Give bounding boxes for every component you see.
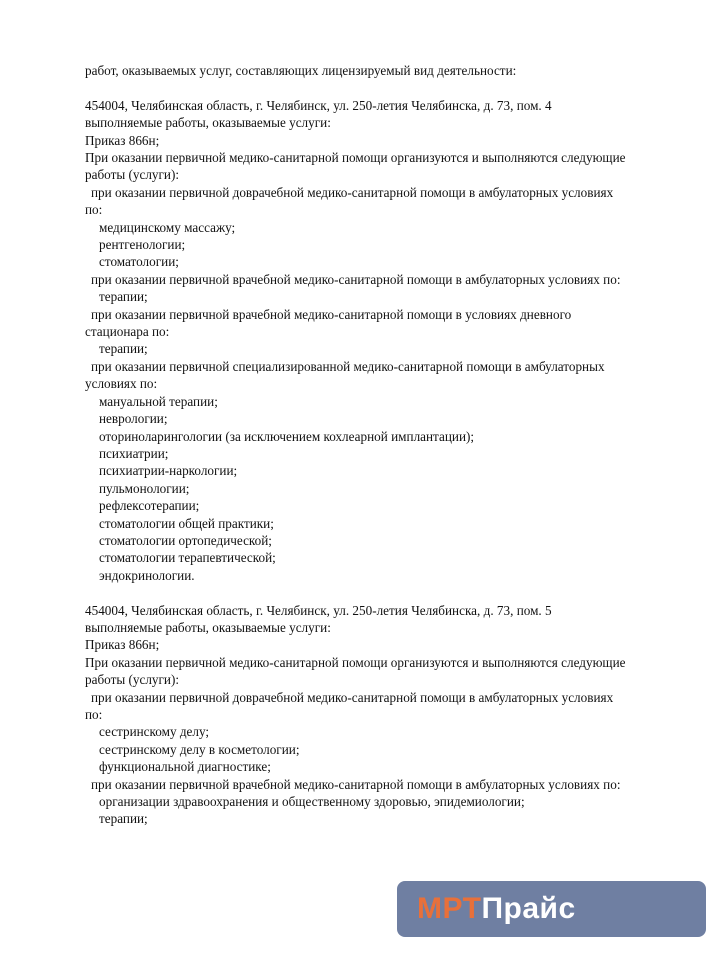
watermark-text-price: Прайс — [481, 892, 576, 925]
watermark-text-mrt: МРТ — [417, 892, 482, 925]
service-list-item: мануальной терапии; — [99, 393, 218, 409]
document-body — [85, 62, 695, 828]
group-heading-line: при оказании первичной врачебной медико-санитарной помощи в амбулаторных условиях по: — [91, 776, 621, 792]
sections-container — [85, 79, 695, 827]
group-heading-line: по: — [85, 707, 103, 722]
services-label: выполняемые работы, оказываемые услуги: — [85, 115, 331, 131]
service-list-item: медицинскому массажу; — [99, 219, 236, 235]
service-list-item: рентгенологии; — [99, 237, 186, 253]
section-spacer — [85, 79, 695, 96]
service-list-item: организации здравоохранения и общественному здоровью, эпидемиологии; — [99, 794, 525, 810]
mrtprice-watermark-logo — [397, 881, 706, 937]
group-heading-line: при оказании первичной доврачебной медико-санитарной помощи в амбулаторных условиях — [91, 184, 614, 200]
service-list-item: оториноларингологии (за исключением кохлеарной имплантации); — [99, 428, 475, 444]
address-line: 454004, Челябинская область, г. Челябинск, ул. 250-летия Челябинска, д. 73, пом. 5 — [85, 602, 552, 618]
service-list-item: эндокринологии. — [99, 567, 195, 583]
group-heading-line: при оказании первичной доврачебной медико-санитарной помощи в амбулаторных условиях — [91, 689, 614, 705]
section-spacer — [85, 584, 695, 601]
service-list-item: терапии; — [99, 289, 148, 305]
intro-text-line: работы (услуги): — [85, 672, 180, 688]
group-heading-line: условиях по: — [85, 376, 158, 392]
service-list-item: терапии; — [99, 811, 148, 827]
service-list-item: неврологии; — [99, 411, 168, 427]
address-section — [85, 584, 695, 828]
service-list-item: сестринскому делу в косметологии; — [99, 741, 300, 757]
intro-text-line: При оказании первичной медико-санитарной помощи организуются и выполняются следующие — [85, 150, 626, 166]
intro-text-line: При оказании первичной медико-санитарной помощи организуются и выполняются следующие — [85, 654, 626, 670]
service-list-item: стоматологии ортопедической; — [99, 532, 272, 548]
order-line: Приказ 866н; — [85, 132, 160, 148]
order-line: Приказ 866н; — [85, 637, 160, 653]
address-section — [85, 79, 695, 584]
service-list-item: функциональной диагностике; — [99, 759, 271, 775]
group-heading-line: стационара по: — [85, 324, 170, 340]
group-heading-line: при оказании первичной врачебной медико-санитарной помощи в условиях дневного — [91, 306, 572, 322]
service-list-item: психиатрии-наркологии; — [99, 463, 238, 479]
service-list-item: психиатрии; — [99, 445, 169, 461]
group-heading-line: по: — [85, 202, 103, 218]
services-label: выполняемые работы, оказываемые услуги: — [85, 619, 331, 635]
service-list-item: пульмонологии; — [99, 480, 190, 496]
group-heading-line: при оказании первичной врачебной медико-санитарной помощи в амбулаторных условиях по: — [91, 271, 621, 287]
service-list-item: рефлексотерапии; — [99, 498, 200, 514]
address-line: 454004, Челябинская область, г. Челябинск, ул. 250-летия Челябинска, д. 73, пом. 4 — [85, 97, 552, 113]
service-list-item: стоматологии терапевтической; — [99, 550, 276, 566]
service-list-item: стоматологии общей практики; — [99, 515, 274, 531]
intro-text-line: работы (услуги): — [85, 167, 180, 183]
group-heading-line: при оказании первичной специализированной медико-санитарной помощи в амбулаторных — [91, 358, 605, 374]
intro-line: работ, оказываемых услуг, составляющих лицензируемый вид деятельности: — [85, 63, 517, 78]
service-list-item: сестринскому делу; — [99, 724, 210, 740]
service-list-item: терапии; — [99, 341, 148, 357]
service-list-item: стоматологии; — [99, 254, 179, 270]
